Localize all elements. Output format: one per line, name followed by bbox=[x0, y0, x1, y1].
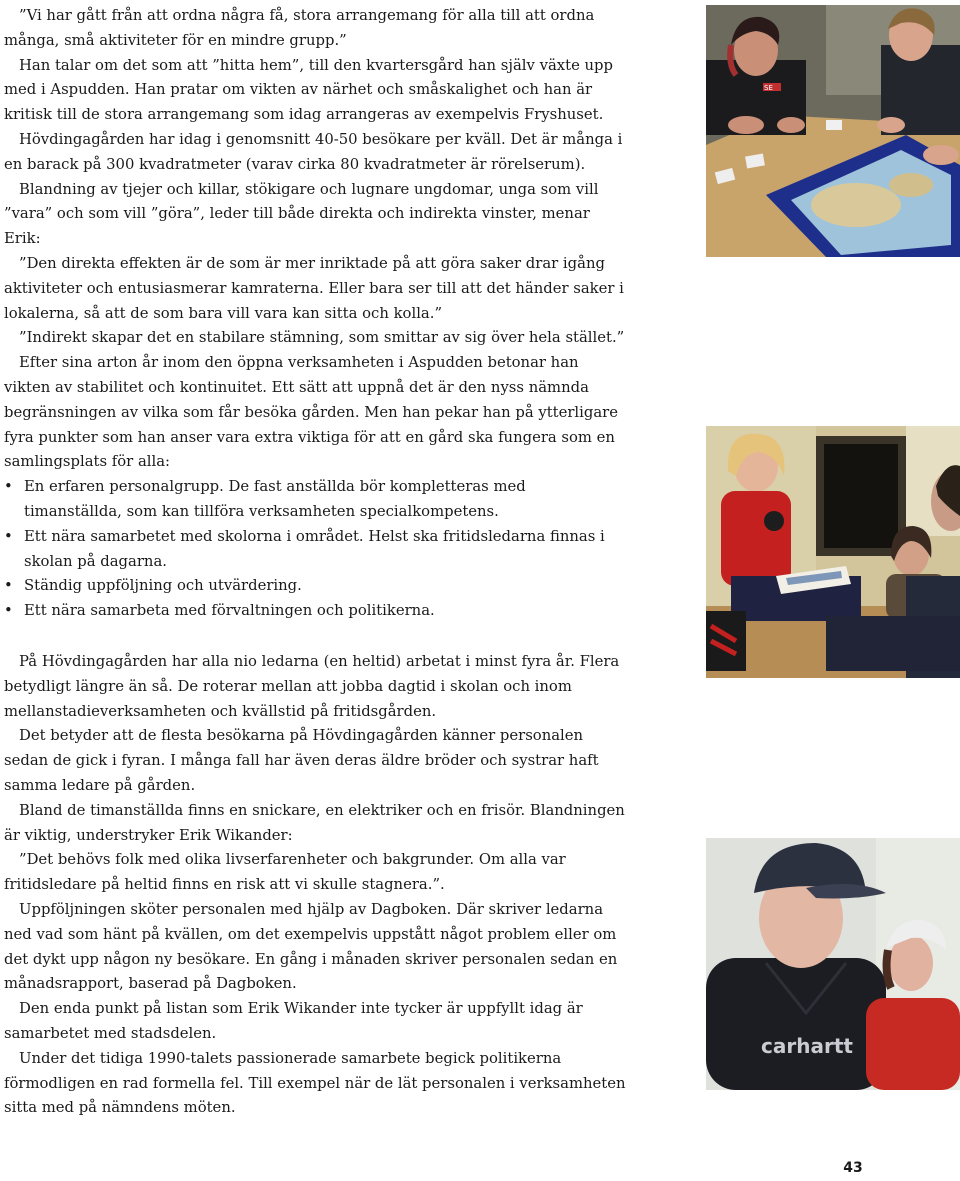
paragraph: Blandning av tjejer och killar, stökigare och lugnare ungdomar, unga som vill ”vara” och som vill ”göra”, leder till både direkta och indirekta vinster, menar Erik: bbox=[4, 180, 599, 248]
text-column-lower bbox=[4, 650, 627, 1121]
text-column-upper bbox=[4, 4, 627, 624]
list-item: • Ett nära samarbeta med förvaltningen och politikerna. bbox=[4, 599, 627, 624]
paragraph: Uppföljningen sköter personalen med hjälp av Dagboken. Där skriver ledarna ned vad som hänt på kvällen, om det exempelvis uppstått något problem eller om det dykt upp någon ny besökare. En gång i månaden skriver personalen sedan en månadsrapport, baserad på Dagboken. bbox=[4, 900, 618, 993]
list-item: • Ständig uppföljning och utvärdering. bbox=[4, 574, 627, 599]
paragraph: Bland de timanställda finns en snickare, en elektriker och en frisör. Blandningen är viktig, understryker Erik Wikander: bbox=[4, 801, 625, 844]
shirt-logo-text: SE bbox=[764, 84, 773, 92]
photo-board-game bbox=[706, 5, 960, 257]
sweater-logo-text: carhartt bbox=[761, 1034, 853, 1058]
paragraph: ”Indirekt skapar det en stabilare stämning, som smittar av sig över hela stället.” bbox=[19, 329, 625, 347]
paragraph: ”Vi har gått från att ordna några få, stora arrangemang för alla till att ordna många, små aktiviteter för en mindre grupp.” bbox=[4, 7, 595, 49]
paragraph: Under det tidiga 1990-talets passionerade samarbete begick politikerna förmodligen en rad formella fel. Till exempel när de lät personalen i verksamheten sitta med på nämndens möten. bbox=[4, 1049, 626, 1117]
page-number: 43 bbox=[843, 1160, 863, 1176]
paragraph: Den enda punkt på listan som Erik Wikander inte tycker är uppfyllt idag är samarbetet med stadsdelen. bbox=[4, 1000, 583, 1042]
paragraph: ”Det behövs folk med olika livserfarenheter och bakgrunder. Om alla var fritidsledare på heltid finns en risk att vi skulle stagnera.”. bbox=[4, 851, 566, 894]
paragraph: Det betyder att de flesta besökarna på Hövdingagården känner personalen sedan de gick i fyran. I många fall har även deras äldre bröder och systrar haft samma ledare på gården. bbox=[4, 727, 599, 794]
list-item: • Ett nära samarbetet med skolorna i området. Helst ska fritidsledarna finnas i skolan på dagarna. bbox=[4, 525, 627, 575]
bullet-list bbox=[4, 475, 627, 624]
paragraph: Hövdingagården har idag i genomsnitt 40-50 besökare per kväll. Det är många i en barack på 300 kvadratmeter (varav cirka 80 kvadratmeter är rörelserum). bbox=[4, 130, 623, 173]
photo-girls-reading bbox=[706, 426, 960, 678]
paragraph: Han talar om det som att ”hitta hem”, till den kvartersgård han själv växte upp med i Aspudden. Han pratar om vikten av närhet och småskalighet och han är kritisk till de stora arrangemang som idag arrangeras av exempelvis Fryshuset. bbox=[4, 56, 613, 124]
paragraph: ”Den direkta effekten är de som är mer inriktade på att göra saker drar igång aktiviteter och entusiasmerar kamraterna. Eller bara ser till att det händer saker i lokalerna, så att de som bara vill vara kan sitta och kolla.” bbox=[4, 254, 624, 322]
paragraph: Efter sina arton år inom den öppna verksamheten i Aspudden betonar han vikten av stabilitet och kontinuitet. Ett sätt att uppnå det är den nyss nämnda begränsningen av vilka som får besöka gården. Men han pekar han på ytterligare fyra punkter som han anser vara extra viktiga för att en gård ska fungera som en samlingsplats för alla: bbox=[4, 354, 619, 471]
photo-boy-in-cap bbox=[706, 838, 960, 1090]
paragraph: På Hövdingagården har alla nio ledarna (en heltid) arbetat i minst fyra år. Flera betydligt längre än så. De roterar mellan att jobba dagtid i skolan och inom mellanstadieverksamheten och kvällstid på fritidsgården. bbox=[4, 653, 620, 720]
list-item: • En erfaren personalgrupp. De fast anställda bör kompletteras med timanställda, som kan tillföra verksamheten specialkompetens. bbox=[4, 475, 627, 525]
